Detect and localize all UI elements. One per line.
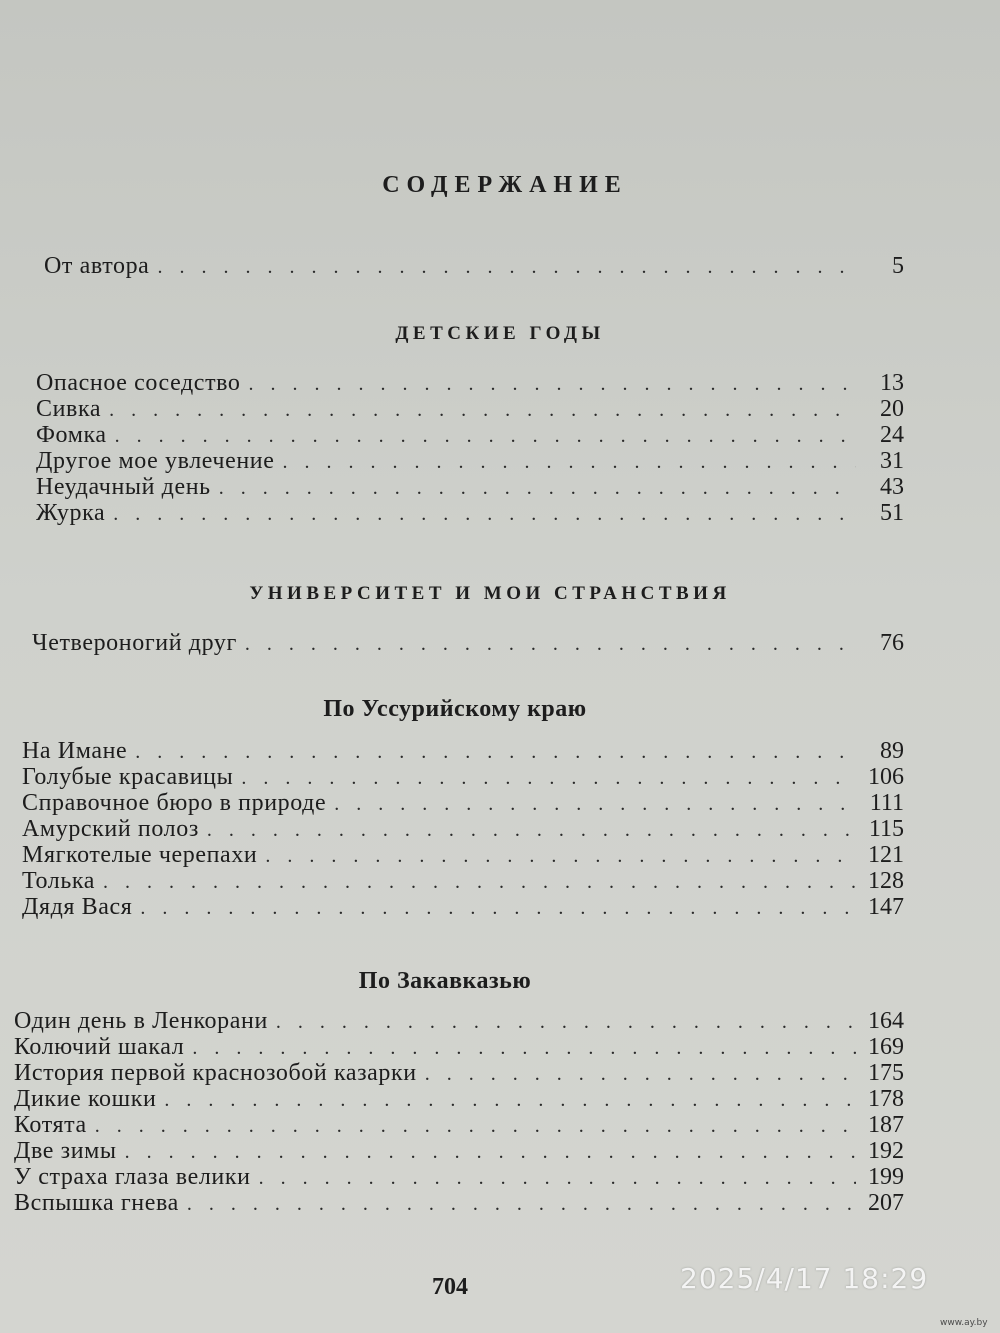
photo-timestamp: 2025/4/17 18:29 bbox=[680, 1262, 929, 1295]
dot-leader bbox=[276, 1009, 856, 1035]
toc-entry-page: 51 bbox=[880, 500, 904, 526]
toc-entry-page: 207 bbox=[868, 1190, 904, 1216]
toc-entry-page: 199 bbox=[868, 1164, 904, 1190]
toc-entry bbox=[14, 1138, 904, 1164]
dot-leader bbox=[259, 1165, 856, 1191]
section-ussuri bbox=[22, 738, 904, 920]
toc-entry-title: Сивка bbox=[36, 396, 102, 422]
dot-leader bbox=[95, 1113, 856, 1139]
toc-entry-title: Журка bbox=[36, 500, 106, 526]
toc-entry bbox=[22, 738, 904, 764]
dot-leader bbox=[125, 1139, 856, 1165]
toc-entry bbox=[44, 253, 904, 279]
dot-leader bbox=[245, 631, 856, 657]
dot-leader bbox=[265, 843, 856, 869]
toc-entry-title: Фомка bbox=[36, 422, 107, 448]
toc-entry-title: Дикие кошки bbox=[14, 1086, 157, 1112]
toc-entry-page: 5 bbox=[892, 253, 904, 279]
section-detskie-gody bbox=[36, 370, 904, 526]
toc-entry bbox=[22, 842, 904, 868]
dot-leader bbox=[219, 475, 856, 501]
dot-leader bbox=[187, 1191, 856, 1217]
dot-leader bbox=[334, 791, 856, 817]
toc-entry bbox=[36, 474, 904, 500]
toc-entry-page: 89 bbox=[880, 738, 904, 764]
toc-entry-title: У страха глаза велики bbox=[14, 1164, 251, 1190]
toc-entry-title: Опасное соседство bbox=[36, 370, 241, 396]
section-zakavkazye bbox=[14, 1008, 904, 1216]
toc-entry bbox=[22, 868, 904, 894]
dot-leader bbox=[283, 449, 857, 475]
toc-entry bbox=[14, 1086, 904, 1112]
toc-entry-page: 169 bbox=[868, 1034, 904, 1060]
toc-entry-page: 175 bbox=[868, 1060, 904, 1086]
dot-leader bbox=[241, 765, 856, 791]
dot-leader bbox=[425, 1061, 856, 1087]
section-heading: По Уссурийскому краю bbox=[323, 696, 587, 722]
toc-entry bbox=[22, 894, 904, 920]
dot-leader bbox=[157, 254, 856, 280]
toc-entry-page: 164 bbox=[868, 1008, 904, 1034]
toc-entry bbox=[22, 790, 904, 816]
dot-leader bbox=[109, 397, 856, 423]
toc-entry bbox=[36, 500, 904, 526]
dot-leader bbox=[135, 739, 856, 765]
toc-entry-page: 178 bbox=[868, 1086, 904, 1112]
toc-entry-page: 187 bbox=[868, 1112, 904, 1138]
toc-entry bbox=[14, 1164, 904, 1190]
toc-entry-page: 24 bbox=[880, 422, 904, 448]
toc-entry-page: 128 bbox=[868, 868, 904, 894]
toc-entry bbox=[14, 1112, 904, 1138]
toc-entry-title: История первой краснозобой казарки bbox=[14, 1060, 417, 1086]
section-heading: ДЕТСКИЕ ГОДЫ bbox=[395, 323, 605, 344]
intro-section bbox=[44, 253, 904, 279]
toc-entry-page: 76 bbox=[880, 630, 904, 656]
toc-entry bbox=[22, 816, 904, 842]
dot-leader bbox=[192, 1035, 856, 1061]
toc-entry-title: Четвероногий друг bbox=[32, 630, 237, 656]
dot-leader bbox=[249, 371, 856, 397]
dot-leader bbox=[140, 895, 856, 921]
toc-entry bbox=[14, 1008, 904, 1034]
dot-leader bbox=[164, 1087, 856, 1113]
toc-entry-title: Справочное бюро в природе bbox=[22, 790, 327, 816]
toc-entry-title: Неудачный день bbox=[36, 474, 211, 500]
toc-entry-title: Другое мое увлечение bbox=[36, 448, 275, 474]
toc-entry-page: 31 bbox=[880, 448, 904, 474]
toc-entry-page: 20 bbox=[880, 396, 904, 422]
toc-entry bbox=[14, 1060, 904, 1086]
toc-entry-page: 106 bbox=[868, 764, 904, 790]
toc-entry bbox=[36, 422, 904, 448]
toc-entry-title: Дядя Вася bbox=[22, 894, 133, 920]
toc-entry-title: От автора bbox=[44, 253, 150, 279]
toc-entry-title: На Имане bbox=[22, 738, 128, 764]
dot-leader bbox=[103, 869, 856, 895]
toc-entry-title: Один день в Ленкорани bbox=[14, 1008, 268, 1034]
page-title: СОДЕРЖАНИЕ bbox=[382, 172, 628, 198]
toc-entry-page: 121 bbox=[868, 842, 904, 868]
page-number: 704 bbox=[432, 1274, 468, 1300]
dot-leader bbox=[115, 423, 856, 449]
toc-entry-title: Вспышка гнева bbox=[14, 1190, 179, 1216]
toc-entry-title: Котята bbox=[14, 1112, 87, 1138]
site-watermark: www.ay.by bbox=[940, 1318, 988, 1328]
section-heading: По Закавказью bbox=[358, 968, 532, 994]
dot-leader bbox=[207, 817, 856, 843]
toc-entry bbox=[14, 1190, 904, 1216]
toc-entry-title: Амурский полоз bbox=[22, 816, 199, 842]
section-heading: УНИВЕРСИТЕТ И МОИ СТРАНСТВИЯ bbox=[249, 583, 731, 604]
toc-entry-page: 13 bbox=[880, 370, 904, 396]
section-universitet bbox=[32, 630, 904, 656]
toc-entry-title: Толька bbox=[22, 868, 96, 894]
toc-entry-title: Голубые красавицы bbox=[22, 764, 234, 790]
toc-entry bbox=[36, 396, 904, 422]
toc-entry bbox=[32, 630, 904, 656]
toc-entry bbox=[22, 764, 904, 790]
toc-entry bbox=[36, 448, 904, 474]
toc-entry-page: 111 bbox=[869, 790, 904, 816]
toc-entry-page: 43 bbox=[880, 474, 904, 500]
toc-entry-page: 192 bbox=[868, 1138, 904, 1164]
toc-entry-page: 115 bbox=[868, 816, 904, 842]
toc-entry bbox=[14, 1034, 904, 1060]
toc-entry bbox=[36, 370, 904, 396]
toc-entry-page: 147 bbox=[868, 894, 904, 920]
toc-entry-title: Мягкотелые черепахи bbox=[22, 842, 258, 868]
toc-entry-title: Две зимы bbox=[14, 1138, 117, 1164]
toc-entry-title: Колючий шакал bbox=[14, 1034, 185, 1060]
dot-leader bbox=[113, 501, 856, 527]
